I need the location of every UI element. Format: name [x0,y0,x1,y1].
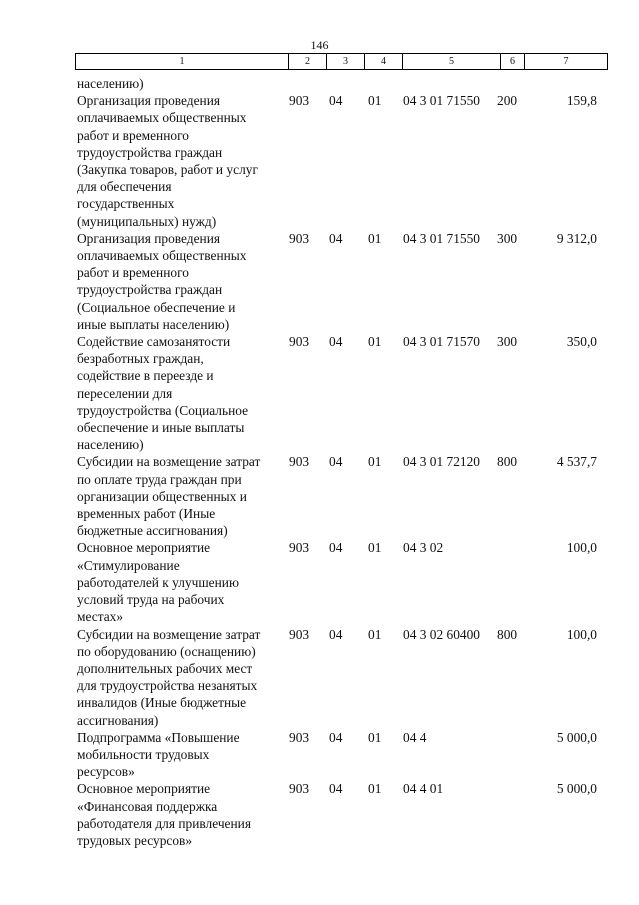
row-target-article: 04 4 [403,729,427,745]
row-section: 04 [329,334,343,350]
row-ministry-code: 903 [289,729,310,745]
row-name: Субсидии на возмещение затрат по оборудованию (оснащению) дополнительных рабочих мест для трудоустройства незанятых инвалидов (Иные бюджетные ассигнования) [77,626,261,728]
column-header-5: 5 [403,54,501,70]
table-row [75,626,611,729]
page-number: 146 [310,38,329,52]
row-target-article: 04 3 02 [403,540,444,556]
row-target-article: 04 3 02 60400 [403,626,480,642]
row-subsection: 01 [368,540,382,556]
table-row [75,333,611,453]
row-ministry-code: 903 [289,540,310,556]
row-ministry-code: 903 [289,626,310,642]
table-row [75,729,611,781]
row-subsection: 01 [368,230,382,246]
row-name: Организация проведения оплачиваемых общественных работ и временного трудоустройства граждан (Социальное обеспечение и иные выплаты населению) [77,230,247,332]
row-target-article: 04 3 01 71550 [403,93,480,109]
row-amount: 5 000,0 [556,729,597,745]
row-name: Основное мероприятие «Стимулирование работодателей к улучшению условий труда на рабочих местах» [77,540,239,625]
row-expense-type: 300 [497,334,518,350]
column-header-2: 2 [289,54,327,70]
table-body [75,75,611,849]
row-amount: 100,0 [566,540,597,556]
row-target-article: 04 3 01 71570 [403,334,480,350]
row-subsection: 01 [368,93,382,109]
row-amount: 9 312,0 [556,230,597,246]
column-header-6: 6 [501,54,525,70]
column-header-row [75,53,608,70]
row-subsection: 01 [368,729,382,745]
row-section: 04 [329,781,343,797]
row-ministry-code: 903 [289,93,310,109]
row-section: 04 [329,540,343,556]
row-subsection: 01 [368,781,382,797]
column-header-4: 4 [365,54,403,70]
row-section: 04 [329,454,343,470]
row-amount: 350,0 [566,334,597,350]
row-target-article: 04 3 01 71550 [403,230,480,246]
row-section: 04 [329,93,343,109]
row-name: Организация проведения оплачиваемых общественных работ и временного трудоустройства граждан (Закупка товаров, работ и услуг для обеспечения государственных (муниципальных) нужд) [77,93,258,229]
row-expense-type: 300 [497,230,518,246]
table-row [75,75,611,92]
table-row [75,539,611,625]
row-ministry-code: 903 [289,454,310,470]
table-row [75,780,611,849]
column-header-3: 3 [327,54,365,70]
column-header-7: 7 [525,54,608,70]
column-header-1: 1 [76,54,289,70]
row-ministry-code: 903 [289,230,310,246]
row-section: 04 [329,230,343,246]
row-ministry-code: 903 [289,781,310,797]
row-target-article: 04 3 01 72120 [403,454,480,470]
row-amount: 4 537,7 [556,454,597,470]
row-target-article: 04 4 01 [403,781,444,797]
row-section: 04 [329,626,343,642]
row-amount: 159,8 [566,93,597,109]
table-row [75,230,611,333]
row-name: Подпрограмма «Повышение мобильности трудовых ресурсов» [77,729,240,780]
row-name: населению) [77,76,144,91]
row-ministry-code: 903 [289,334,310,350]
table-row [75,453,611,539]
row-name: Основное мероприятие «Финансовая поддержка работодателя для привлечения трудовых ресурсов» [77,781,251,848]
row-name: Субсидии на возмещение затрат по оплате труда граждан при организации общественных и временных работ (Иные бюджетные ассигнования) [77,454,261,539]
row-expense-type: 800 [497,626,518,642]
row-name: Содействие самозанятости безработных граждан, содействие в переезде и переселении для трудоустройства (Социальное обеспечение и иные выплаты населению) [77,334,249,453]
row-expense-type: 200 [497,93,518,109]
row-subsection: 01 [368,454,382,470]
row-section: 04 [329,729,343,745]
table-row [75,92,611,230]
row-expense-type: 800 [497,454,518,470]
row-subsection: 01 [368,334,382,350]
row-amount: 100,0 [566,626,597,642]
row-subsection: 01 [368,626,382,642]
row-amount: 5 000,0 [556,781,597,797]
